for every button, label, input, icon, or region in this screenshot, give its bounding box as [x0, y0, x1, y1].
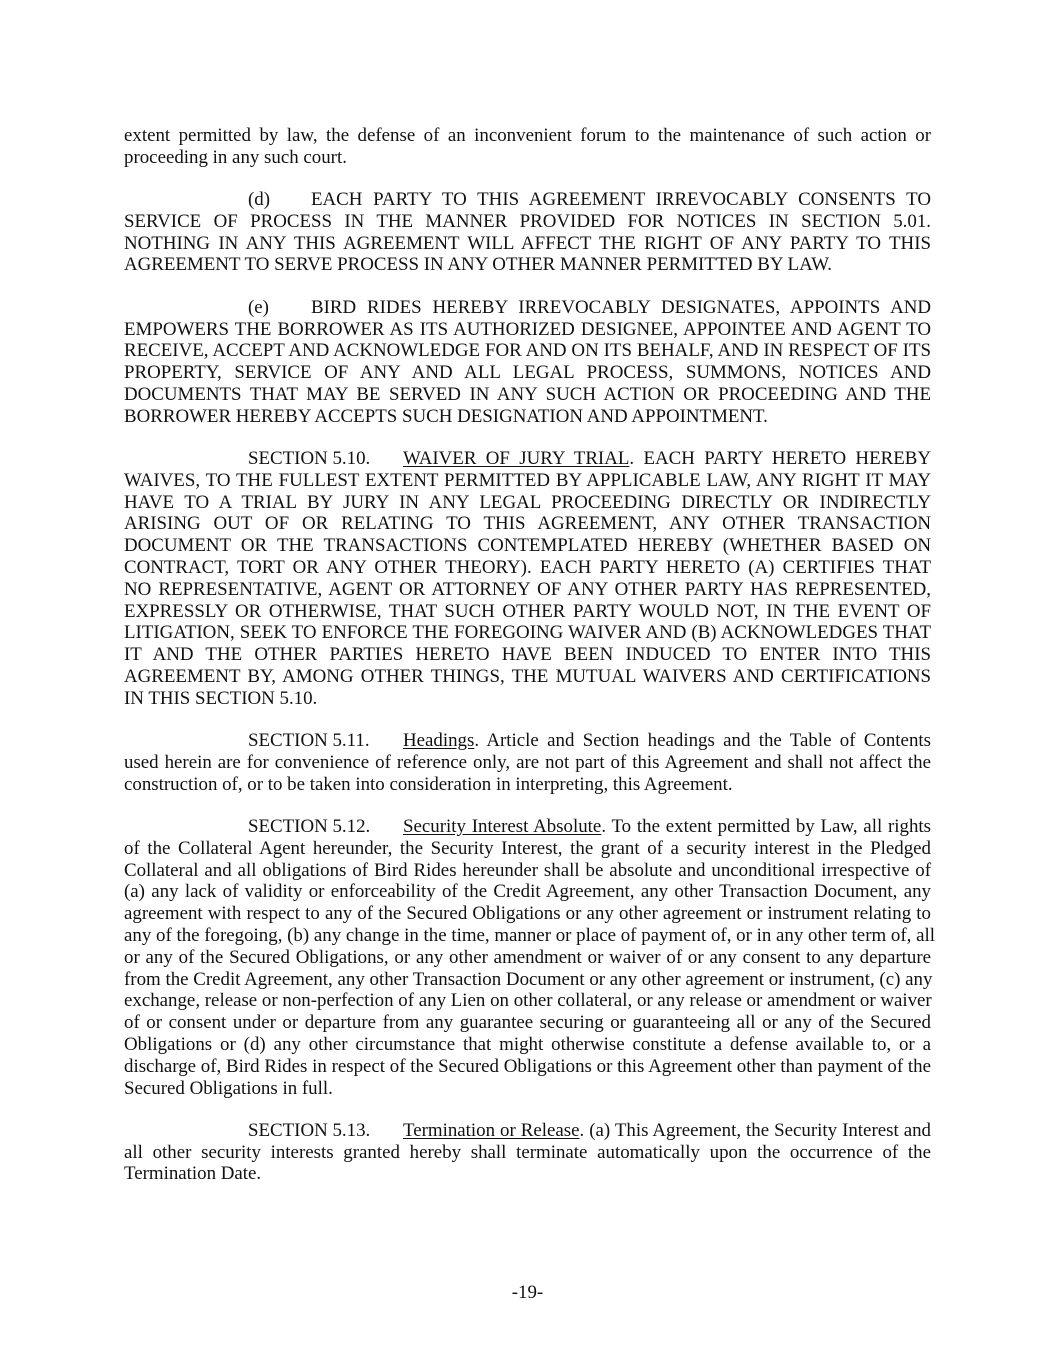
text-line: Obligations or (d) any other circumstance that might otherwise constitute a defense available to, or a — [124, 1033, 931, 1055]
text-line: LITIGATION, SEEK TO ENFORCE THE FOREGOING WAIVER AND (B) ACKNOWLEDGES THAT — [124, 622, 931, 644]
text-line — [124, 448, 931, 470]
text-line: CONTRACT, TORT OR ANY OTHER THEORY). EACH PARTY HERETO (A) CERTIFIES THAT — [124, 557, 931, 579]
section-heading: Headings — [403, 730, 475, 752]
text-line — [124, 816, 931, 838]
section-number: SECTION 5.10. — [248, 448, 371, 470]
text-line: IT AND THE OTHER PARTIES HERETO HAVE BEEN INDUCED TO ENTER INTO THIS — [124, 644, 931, 666]
section-5-13 — [124, 1120, 931, 1185]
text-line: Collateral and all obligations of Bird Rides hereunder shall be absolute and unconditional irrespective of — [124, 859, 931, 881]
section-heading: Termination or Release — [403, 1119, 580, 1141]
text-line: IN THIS SECTION 5.10. — [124, 687, 318, 709]
text-line: proceeding in any such court. — [124, 146, 347, 168]
section-number: SECTION 5.12. — [248, 816, 371, 838]
text-line: NOTHING IN ANY THIS AGREEMENT WILL AFFECT THE RIGHT OF ANY PARTY TO THIS — [124, 232, 931, 254]
text-line: of the Collateral Agent hereunder, the Security Interest, the grant of a security interest in the Pledged — [124, 837, 931, 859]
text-line: RECEIVE, ACCEPT AND ACKNOWLEDGE FOR AND ON ITS BEHALF, AND IN RESPECT OF ITS — [124, 340, 931, 362]
text-line — [124, 1120, 931, 1142]
section-heading: Security Interest Absolute — [403, 816, 602, 838]
text-line: ARISING OUT OF OR RELATING TO THIS AGREEMENT, ANY OTHER TRANSACTION — [124, 513, 931, 535]
text-line: construction of, or to be taken into consideration in interpreting, this Agreement. — [124, 773, 733, 795]
text-line: EMPOWERS THE BORROWER AS ITS AUTHORIZED DESIGNEE, APPOINTEE AND AGENT TO — [124, 318, 931, 340]
text-line: WAIVES, TO THE FULLEST EXTENT PERMITTED BY APPLICABLE LAW, ANY RIGHT IT MAY — [124, 469, 931, 491]
body-text — [124, 125, 935, 1206]
first-line-text: EACH PARTY TO THIS AGREEMENT IRREVOCABLY CONSENTS TO — [311, 189, 931, 211]
text-line: all other security interests granted hereby shall terminate automatically upon the occurrence of the — [124, 1141, 931, 1163]
page-number: -19- — [511, 1282, 544, 1303]
paragraph-d — [124, 189, 931, 276]
paragraph-continuation — [124, 125, 931, 169]
first-line-text: BIRD RIDES HEREBY IRREVOCABLY DESIGNATES, APPOINTS AND — [311, 296, 931, 318]
section-5-10 — [124, 448, 931, 710]
text-line: or any of the Secured Obligations, or any other amendment or waiver of or any consent to any departure — [124, 946, 931, 968]
section-heading: WAIVER OF JURY TRIAL — [403, 448, 630, 470]
text-line: DOCUMENTS THAT MAY BE SERVED IN ANY SUCH ACTION OR PROCEEDING AND THE — [124, 383, 931, 405]
text-line: NO REPRESENTATIVE, AGENT OR ATTORNEY OF ANY OTHER PARTY HAS REPRESENTED, — [124, 578, 931, 600]
first-line-text: . To the extent permitted by Law, all rights — [601, 816, 931, 838]
text-line: any of the foregoing, (b) any change in the time, manner or place of payment of, or in any other term of, all — [124, 925, 935, 946]
text-line: SERVICE OF PROCESS IN THE MANNER PROVIDED FOR NOTICES IN SECTION 5.01. — [124, 210, 931, 232]
section-5-11 — [124, 730, 931, 795]
text-line: AGREEMENT BY, AMONG OTHER THINGS, THE MUTUAL WAIVERS AND CERTIFICATIONS — [124, 666, 931, 688]
text-line: EXPRESSLY OR OTHERWISE, THAT SUCH OTHER PARTY WOULD NOT, IN THE EVENT OF — [124, 600, 931, 622]
first-line-text: . (a) This Agreement, the Security Interest and — [579, 1119, 931, 1141]
section-5-12 — [124, 816, 935, 1099]
text-line: Termination Date. — [124, 1163, 262, 1185]
text-line: Secured Obligations in full. — [124, 1077, 333, 1099]
text-line: discharge of, Bird Rides in respect of the Secured Obligations or this Agreement other than payment of the — [124, 1055, 931, 1077]
paragraph-label: (d) — [248, 189, 271, 211]
paragraph-e — [124, 297, 931, 428]
text-line: DOCUMENT OR THE TRANSACTIONS CONTEMPLATED HEREBY (WHETHER BASED ON — [124, 535, 931, 557]
text-line — [124, 297, 931, 319]
text-line — [124, 189, 931, 211]
first-line-text: . EACH PARTY HERETO HEREBY — [629, 448, 931, 470]
first-line-text: . Article and Section headings and the Table of Contents — [474, 730, 931, 752]
text-line: extent permitted by law, the defense of an inconvenient forum to the maintenance of such action or — [124, 125, 931, 146]
text-line: AGREEMENT TO SERVE PROCESS IN ANY OTHER MANNER PERMITTED BY LAW. — [124, 254, 833, 276]
text-line: HAVE TO A TRIAL BY JURY IN ANY LEGAL PROCEEDING DIRECTLY OR INDIRECTLY — [124, 491, 931, 513]
text-line: of or consent under or departure from any guarantee securing or guaranteeing all or any of the Secured — [124, 1012, 931, 1034]
text-line: from the Credit Agreement, any other Transaction Document or any other agreement or instrument, (c) any — [124, 968, 933, 990]
text-line: (a) any lack of validity or enforceability of the Credit Agreement, any other Transaction Document, any — [124, 881, 931, 903]
text-line: used herein are for convenience of reference only, are not part of this Agreement and shall not affect the — [124, 751, 931, 773]
text-line: exchange, release or non-perfection of any Lien on other collateral, or any release or amendment or waiver — [124, 990, 932, 1012]
text-line: PROPERTY, SERVICE OF ANY AND ALL LEGAL PROCESS, SUMMONS, NOTICES AND — [124, 362, 931, 384]
paragraph-label: (e) — [248, 296, 269, 318]
section-number: SECTION 5.11. — [248, 730, 370, 752]
section-number: SECTION 5.13. — [248, 1119, 371, 1141]
text-line: agreement with respect to any of the Secured Obligations or any other agreement or instrument relating to — [124, 903, 931, 925]
text-line: BORROWER HEREBY ACCEPTS SUCH DESIGNATION AND APPOINTMENT. — [124, 405, 768, 427]
text-line — [124, 730, 931, 752]
